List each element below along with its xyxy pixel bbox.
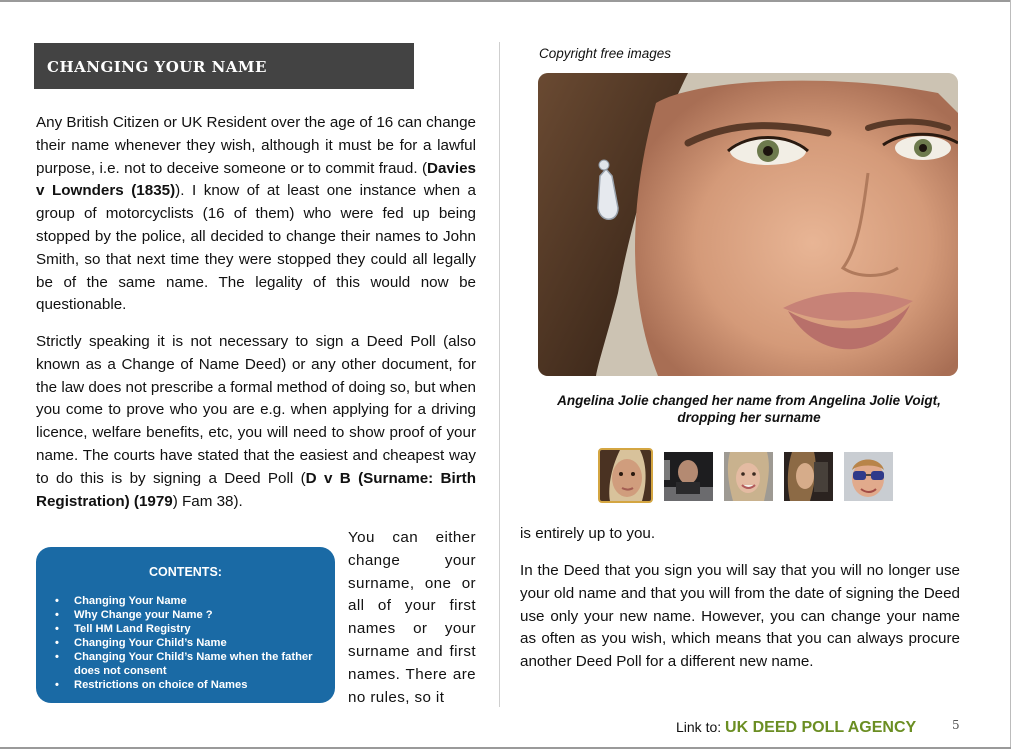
paragraph-deed-poll-text-b: ) Fam 38). <box>172 492 243 510</box>
thumbnail-2[interactable] <box>664 452 713 501</box>
paragraph-intro-text-b: ). I know of at least one instance when a group of motorcyclists (16 of them) who were fed up being stopped by the police, all decided to change their names to John Smith, so that next time they were stopped they could all legally be of the same name. The legality of this would now be questionable. <box>36 182 476 314</box>
contents-item-land-registry[interactable]: • Tell HM Land Registry <box>52 622 319 636</box>
thumbnail-2-image <box>664 452 713 501</box>
footer-link-line <box>676 719 916 737</box>
contents-box <box>36 547 335 703</box>
copyright-note: Copyright free images <box>539 46 672 61</box>
page-number: 5 <box>952 718 960 732</box>
contents-item-why-change[interactable]: • Why Change your Name ? <box>52 608 319 622</box>
contents-heading: CONTENTS: <box>149 565 222 579</box>
photo-caption: Angelina Jolie changed her name from Angelina Jolie Voigt, dropping her surname <box>557 393 941 425</box>
paragraph-deed-poll-text-a: Strictly speaking it is not necessary to sign a Deed Poll (also known as a Change of Name Deed) or any other document, for the law does not prescribe a formal method of doing so, but when you come to prove who you are e.g. when applying for a driving licence, welfare benefits, etc, you will need to show proof of your name. The courts have stated that the easiest and cheapest way to do this is by signing a Deed Poll ( <box>36 333 476 487</box>
thumbnail-4[interactable] <box>784 452 833 501</box>
paragraph-up-to-you: is entirely up to you. <box>520 525 656 542</box>
footer-link-prefix: Link to: <box>676 719 726 735</box>
thumbnail-1-image <box>600 450 651 501</box>
thumbnail-1[interactable] <box>598 448 653 503</box>
paragraph-options: You can either change your surname, one or all of your first names or your surname and first names. There are no rules, so it <box>348 529 476 706</box>
column-divider <box>499 42 500 707</box>
contents-item-father-consent[interactable]: • Changing Your Child’s Name when the father does not consent <box>52 650 319 678</box>
case-citation-davies: Davies v Lownders (1835) <box>36 159 476 200</box>
contents-item-changing-your-name[interactable]: • Changing Your Name <box>52 594 319 608</box>
contents-item-restrictions[interactable]: • Restrictions on choice of Names <box>52 678 319 692</box>
thumbnail-4-image <box>784 452 833 501</box>
paragraph-intro-text-a: Any British Citizen or UK Resident over the age of 16 can change their name whenever they wish, although it must be for a lawful purpose, i.e. not to deceive someone or to commit fraud. ( <box>36 114 476 177</box>
thumbnail-3[interactable] <box>724 452 773 501</box>
case-citation-dvb: D v B (Surname: Birth Registration) (1979 <box>36 469 476 510</box>
section-heading: CHANGING YOUR NAME <box>34 43 414 89</box>
contents-item-childs-name[interactable]: • Changing Your Child’s Name <box>52 636 319 650</box>
paragraph-deed-statement: In the Deed that you sign you will say that you will no longer use your old name and that you will from the date of signing the Deed use only your new name. However, you can change your name as often as you wish, which means that you can always procure another Deed Poll for a different new name. <box>520 562 960 671</box>
main-photo <box>538 73 958 376</box>
portrait-illustration <box>538 73 958 376</box>
paragraph-intro <box>36 112 476 317</box>
top-border <box>0 0 1011 2</box>
paragraph-deed-poll <box>36 331 476 513</box>
contents-list <box>52 594 319 692</box>
thumbnail-3-image <box>724 452 773 501</box>
thumbnail-5[interactable] <box>844 452 893 501</box>
deed-poll-agency-link[interactable]: UK DEED POLL AGENCY <box>725 719 917 736</box>
thumbnail-5-image <box>844 452 893 501</box>
